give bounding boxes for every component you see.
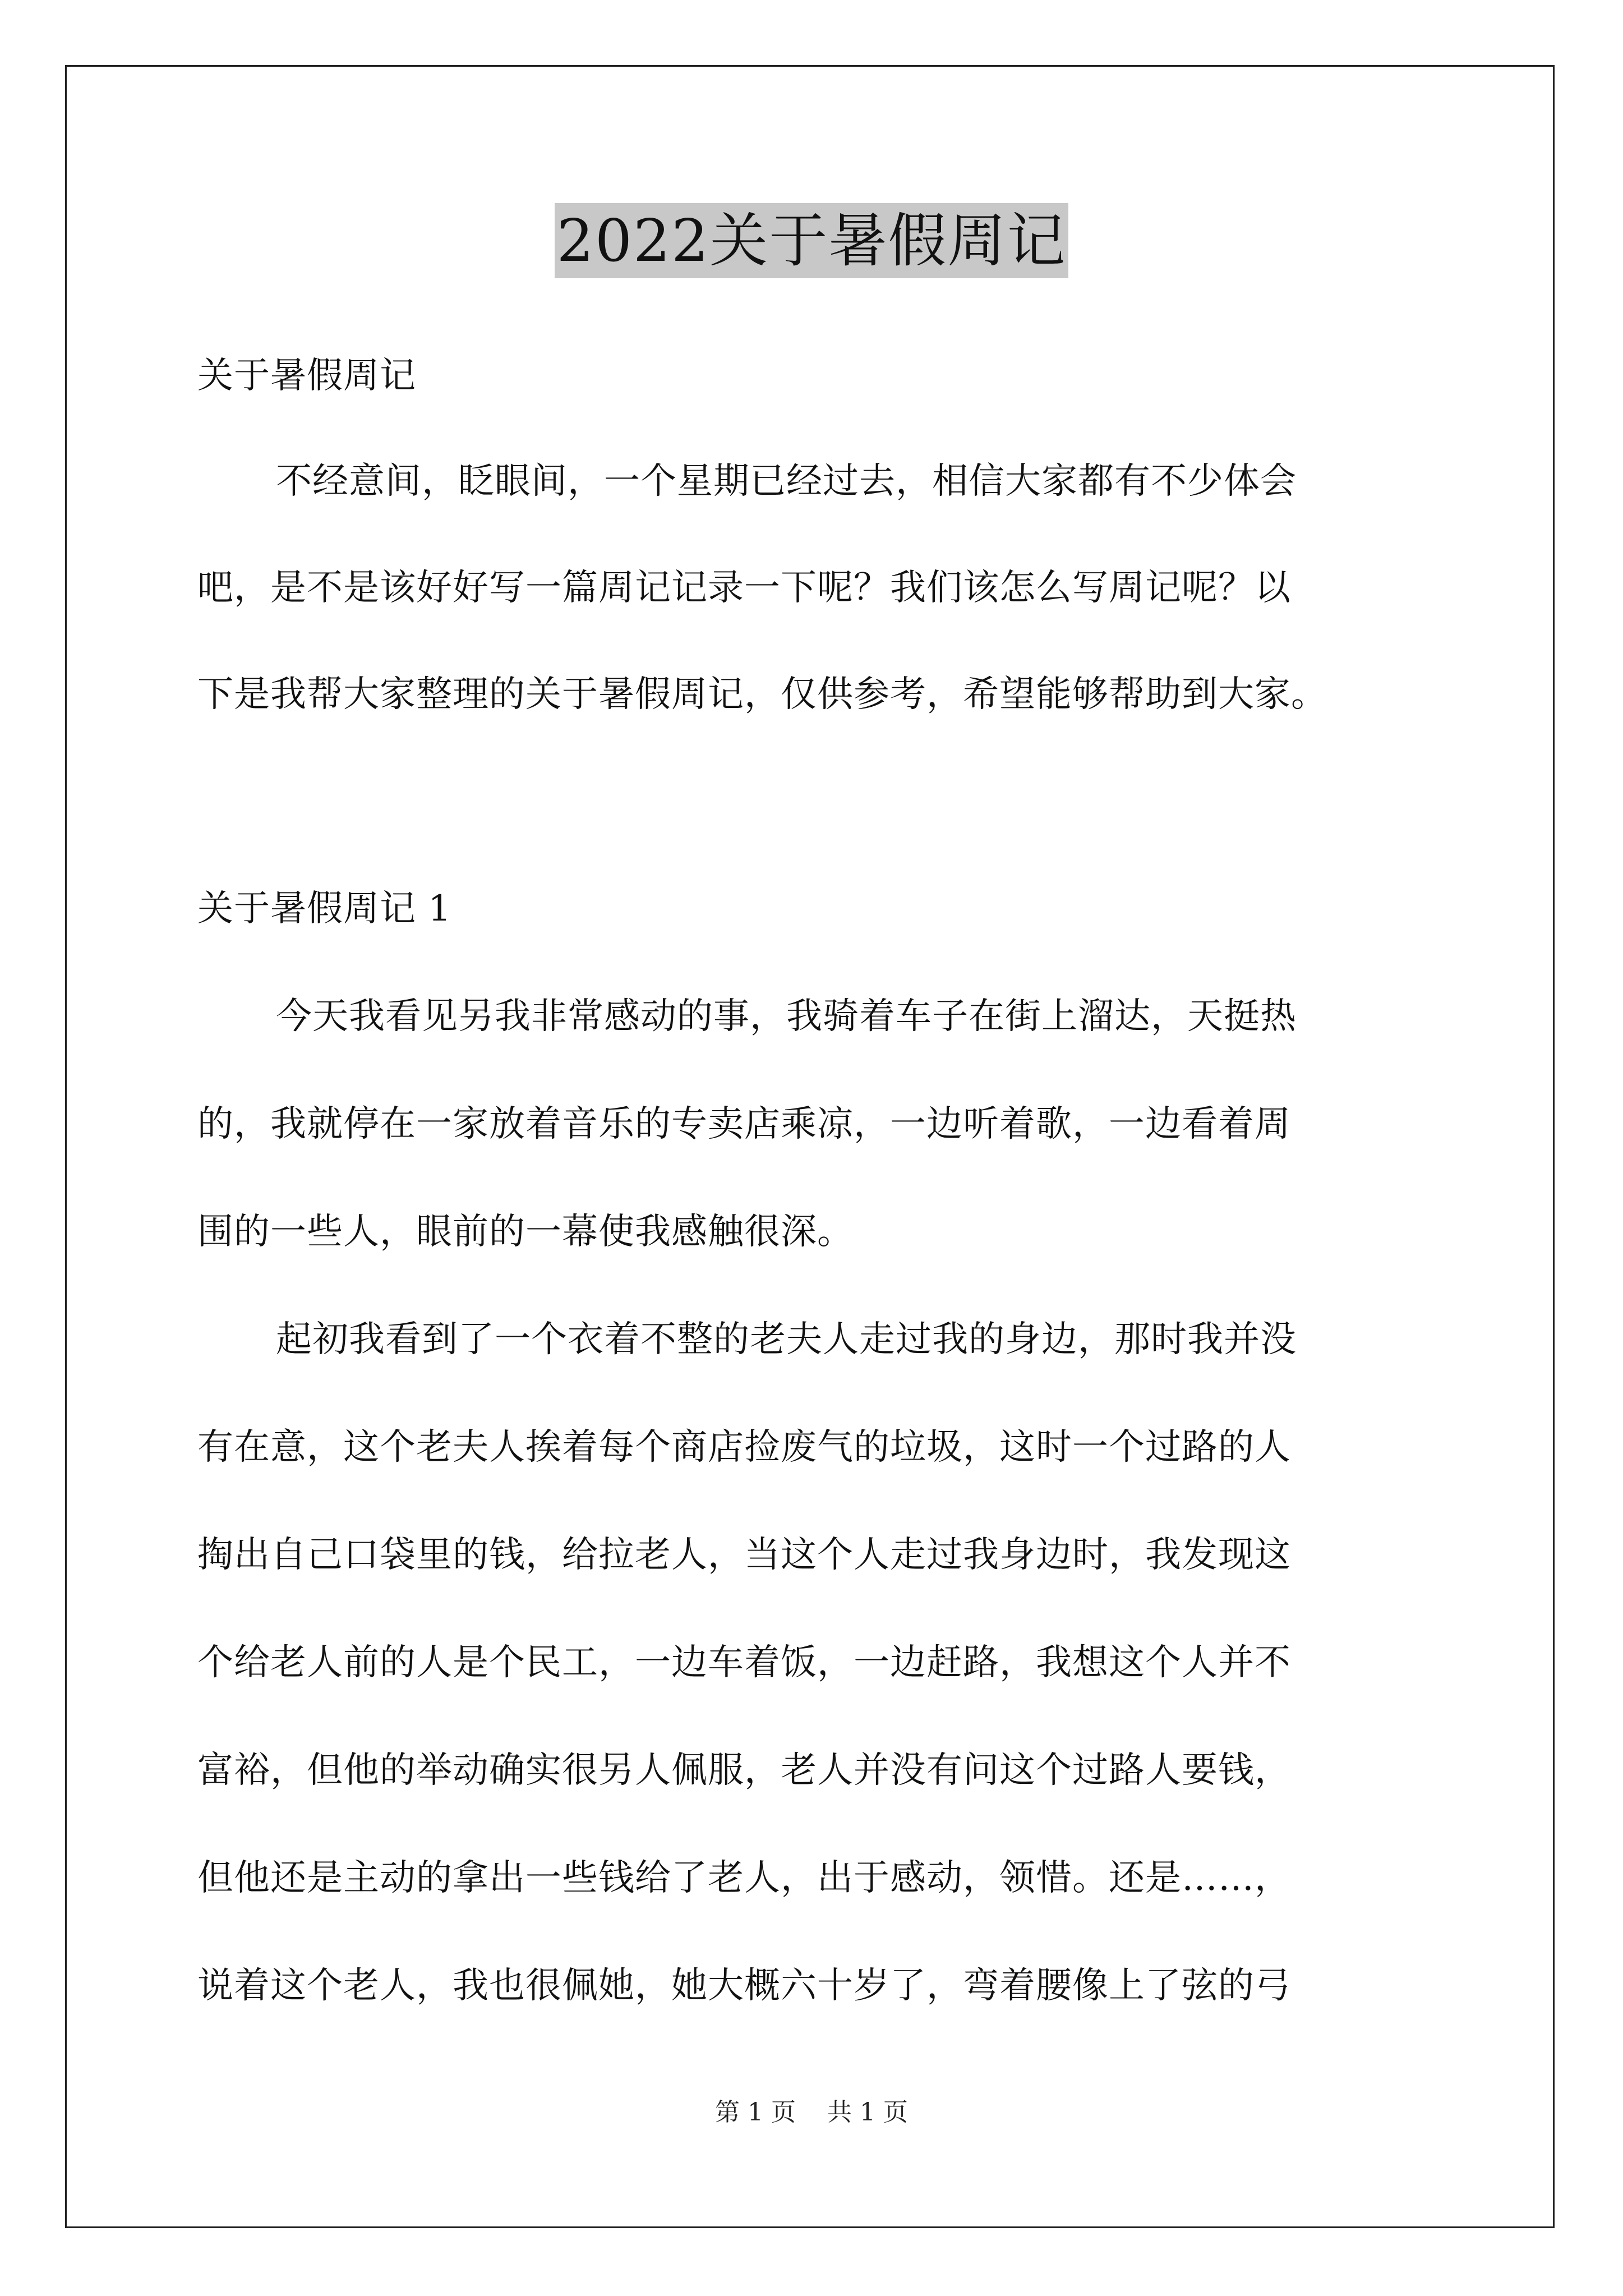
paragraph-line: 的，我就停在一家放着音乐的专卖店乘凉，一边听着歌，一边看着周 <box>197 1103 1291 1145</box>
paragraph-2 <box>197 1313 1431 2013</box>
title-container <box>0 203 1623 278</box>
paragraph-line: 下是我帮大家整理的关于暑假周记，仅供参考，希望能够帮助到大家。 <box>197 674 1327 715</box>
paragraph-line: 吧，是不是该好好写一篇周记记录一下呢？我们该怎么写周记呢？以 <box>197 567 1291 609</box>
subheading: 关于暑假周记 <box>197 355 416 397</box>
paragraph-1 <box>197 990 1431 1259</box>
paragraph-line: 富裕，但他的举动确实很另人佩服，老人并没有问这个过路人要钱， <box>197 1750 1291 1791</box>
paragraph-line: 围的一些人，眼前的一幕使我感触很深。 <box>197 1211 854 1253</box>
paragraph-line: 今天我看见另我非常感动的事，我骑着车子在街上溜达，天挺热 <box>276 996 1297 1037</box>
page-footer: 第 1 页 共 1 页 <box>715 2098 908 2127</box>
paragraph-line: 掏出自己口袋里的钱，给拉老人，当这个人走过我身边时，我发现这 <box>197 1534 1291 1576</box>
paragraph-line: 个给老人前的人是个民工，一边车着饭，一边赶路，我想这个人并不 <box>197 1642 1291 1683</box>
paragraph-line: 但他还是主动的拿出一些钱给了老人，出于感动，领惜。还是……， <box>197 1857 1291 1899</box>
paragraph-line: 有在意，这个老夫人挨着每个商店捡废气的垃圾，这时一个过路的人 <box>197 1427 1291 1468</box>
paragraph-line: 起初我看到了一个衣着不整的老夫人走过我的身边，那时我并没 <box>276 1319 1297 1360</box>
paragraph-line: 说着这个老人，我也很佩她，她大概六十岁了，弯着腰像上了弦的弓 <box>197 1965 1291 2007</box>
intro-paragraph <box>197 454 1431 721</box>
paragraph-line: 不经意间，眨眼间，一个星期已经过去，相信大家都有不少体会 <box>276 461 1297 502</box>
document-title: 2022关于暑假周记 <box>555 203 1069 278</box>
section-heading: 关于暑假周记 1 <box>197 888 452 930</box>
